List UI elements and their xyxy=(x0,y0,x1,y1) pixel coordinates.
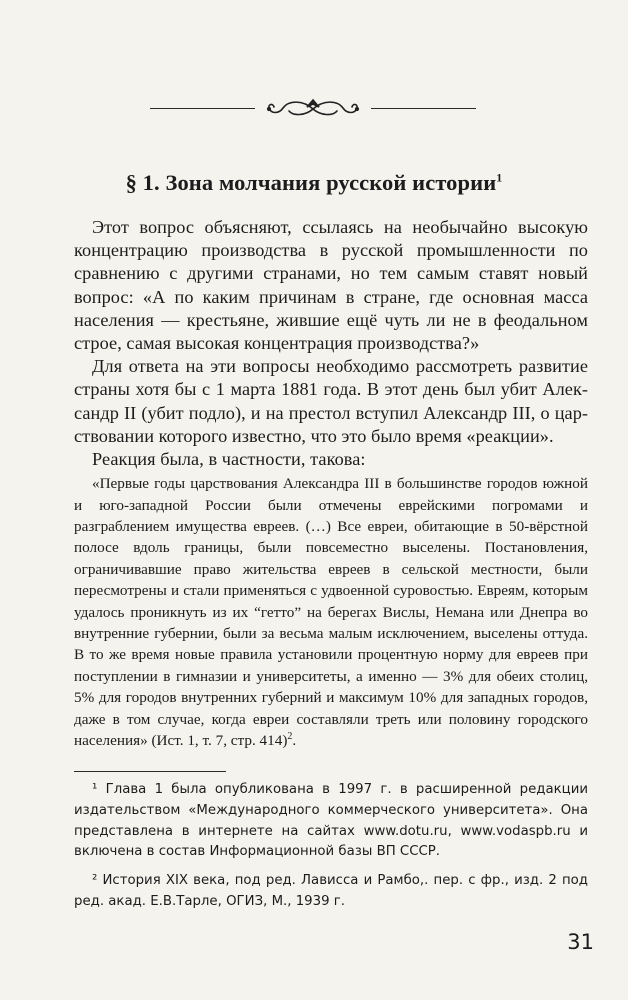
block-quote-end: . xyxy=(292,732,297,750)
body-text xyxy=(74,216,588,752)
page-number: 31 xyxy=(567,930,594,954)
footnote-2: ² История XIX века, под ред. Лависса и Рамбо,. пер. с фр., изд. 2 под ред. акад. Е.В.Тарле, ОГИЗ, М., 1939 г. xyxy=(74,873,588,909)
paragraph: Этот вопрос объясняют, ссылаясь на необычайно высокую концентрацию производства в русской промышленности по сравнению с другими странами, но тем самым ставят новый вопрос: «А по каким причинам в стране, где основная масса населения — крестьяне, жившие ещё чуть ли не в феодальном строе, самая высокая концентрация производства?» xyxy=(74,217,588,354)
section-title-text: § 1. Зона молчания русской истории xyxy=(125,170,497,195)
footnote-1: ¹ Глава 1 была опубликована в 1997 г. в расширенной редакции издательством «Международного коммерческого университета». Она представлена в интернете на сайтах www.dotu.ru, www.vodaspb.ru и включена в состав Информационной базы ВП СССР. xyxy=(74,782,588,860)
paragraph: Для ответа на эти вопросы необходимо рассмотреть развитие страны хотя бы с 1 марта 1881 года. В этот день был убит Александр II (убит подло), и на престол вступил Александр III, о царствовании которого известно, что это было время «реакции». xyxy=(74,356,588,446)
footnote-ref-1[interactable]: 1 xyxy=(496,170,503,185)
header-ornament xyxy=(150,96,476,122)
ornament-rule-left xyxy=(150,108,255,109)
block-quote-text: «Первые годы царствования Александра III в большинстве городов южной и юго-западной России были отмечены еврейскими погромами и разграблением имущества евреев. (…) Все евреи, обитающие в 50-вёрстной полосе вдоль границы, были повсеместно выселены. Постановления, ограничивавшие право жительства евреев в сельской местности, были пересмотрены и стали применяться с удвоенной суровостью. Евреям, которым удалось проникнуть из их “гетто” на берегах Вислы, Немана или Днепра во внутренние губернии, были за весьма малым исключением, выселены оттуда. В то же время новые правила установили процентную норму для евреев при поступлении в гимназии и университеты, а именно — 3% для обеих столиц, 5% для городов внутренних губерний и максимум 10% для западных городов, даже в том случае, когда евреи составляли треть или половину городского населения» (Ист. 1, т. 7, стр. 414) xyxy=(74,475,588,750)
ornament-rule-right xyxy=(371,108,476,109)
footnote-separator xyxy=(74,771,226,772)
flourish-ornament-icon xyxy=(263,96,363,122)
section-title xyxy=(40,170,588,196)
block-quote xyxy=(74,473,588,751)
footnote-ref-2[interactable]: 2 xyxy=(287,731,293,743)
footnotes xyxy=(74,780,588,921)
paragraph: Реакция была, в частности, такова: xyxy=(92,449,366,470)
